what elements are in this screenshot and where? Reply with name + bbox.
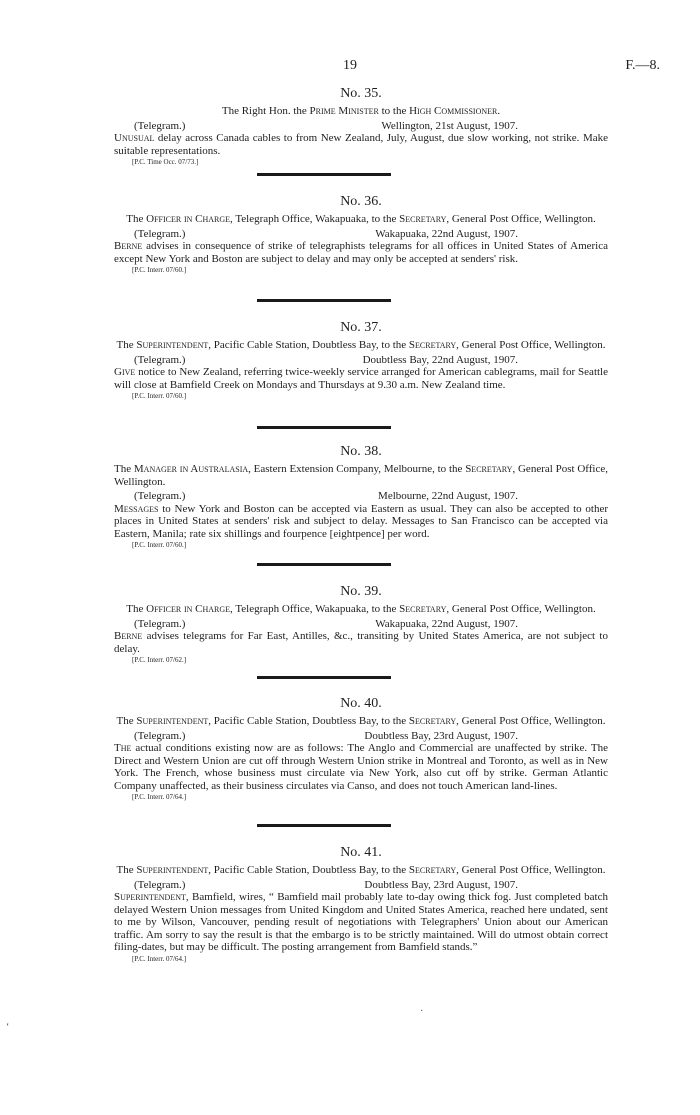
telegram-label: (Telegram.) — [134, 729, 186, 742]
section-no-40 — [114, 696, 608, 802]
section-number: No. 37. — [340, 320, 382, 335]
message-body: Berne advises telegrams for Far East, Antilles, &c., transiting by United States America, are not subject to delay. — [114, 630, 608, 655]
file-reference: [P.C. Interr. 07/64.] — [132, 954, 187, 963]
section-divider — [257, 676, 391, 679]
file-reference: [P.C. Interr. 07/60.] — [132, 541, 187, 549]
telegram-label: (Telegram.) — [134, 119, 186, 132]
stray-mark: · — [420, 1006, 424, 1017]
section-number: No. 35. — [340, 86, 382, 101]
page-number: 19 — [343, 58, 357, 73]
route-line: The Right Hon. the Prime Minister to the High Commissioner. — [221, 105, 501, 117]
section-no-39 — [114, 584, 608, 665]
section-no-41 — [114, 845, 608, 964]
section-divider — [257, 299, 391, 302]
route-line: The Officer in Charge, Telegraph Office, Wakapuaka, to the Secretary, General Post Office, Wellington. — [126, 213, 596, 225]
section-number: No. 36. — [340, 194, 382, 209]
section-no-38 — [114, 444, 608, 550]
paper-reference: F.—8. — [625, 58, 660, 73]
place-date: Melbourne, 22nd August, 1907. — [378, 490, 518, 502]
telegram-label: (Telegram.) — [134, 353, 186, 366]
section-no-36 — [114, 194, 608, 275]
file-reference: [P.C. Time Occ. 07/73.] — [132, 158, 199, 166]
message-body: Unusual delay across Canada cables to from New Zealand, July, August, due slow working, not strike. Make suitable representations. — [114, 132, 608, 157]
place-date: Doubtless Bay, 23rd August, 1907. — [364, 729, 518, 742]
place-date: Wakapuaka, 22nd August, 1907. — [375, 617, 518, 630]
message-body: Messages to New York and Boston can be accepted via Eastern as usual. They can also be accepted to other places in United States at senders' risk and subject to delay. Messages to San Francisco can be accepted via Eastern, Manila; rate six shillings and fourpence [eightpence] per word. — [114, 502, 608, 540]
place-date: Doubtless Bay, 23rd August, 1907. — [364, 878, 518, 891]
section-divider — [257, 824, 391, 827]
section-divider — [257, 563, 391, 566]
section-no-37 — [114, 320, 608, 401]
place-date: Wellington, 21st August, 1907. — [381, 119, 518, 132]
section-number: No. 41. — [340, 845, 382, 860]
file-reference: [P.C. Interr. 07/62.] — [132, 656, 187, 664]
section-number: No. 39. — [340, 584, 382, 599]
file-reference: [P.C. Interr. 07/60.] — [132, 392, 187, 400]
message-body: Berne advises in consequence of strike of telegraphists telegrams for all offices in United States of America except New York and Boston are subject to delay and may only be accepted at senders' risk. — [114, 240, 608, 265]
place-date: Wakapuaka, 22nd August, 1907. — [375, 227, 518, 240]
section-divider — [257, 173, 391, 176]
telegram-label: (Telegram.) — [134, 490, 186, 502]
stray-mark: ‘ — [6, 1022, 10, 1033]
route-line: The Superintendent, Pacific Cable Station, Doubtless Bay, to the Secretary, General Post Office, Wellington. — [116, 339, 606, 351]
message-body: Give notice to New Zealand, referring twice-weekly service arranged for American cablegrams, mail for Seattle will close at Bamfield Creek on Mondays and Thursdays at 9.30 a.m. New Zealand time. — [114, 366, 608, 391]
telegram-label: (Telegram.) — [134, 878, 186, 891]
telegram-label: (Telegram.) — [134, 227, 186, 240]
place-date: Doubtless Bay, 22nd August, 1907. — [362, 353, 518, 366]
route-line: The Officer in Charge, Telegraph Office, Wakapuaka, to the Secretary, General Post Office, Wellington. — [126, 603, 596, 615]
file-reference: [P.C. Interr. 07/64.] — [132, 793, 187, 801]
section-no-35 — [114, 86, 608, 167]
route-line: The Superintendent, Pacific Cable Station, Doubtless Bay, to the Secretary, General Post Office, Wellington. — [116, 715, 606, 727]
route-line: The Superintendent, Pacific Cable Station, Doubtless Bay, to the Secretary, General Post Office, Wellington. — [116, 864, 606, 876]
section-number: No. 38. — [340, 444, 382, 459]
section-divider — [257, 426, 391, 429]
message-body: The actual conditions existing now are as follows: The Anglo and Commercial are unaffected by strike. The Direct and Western Union are cut off through Western Union strike in Montreal and Toronto, as well as in New York. The French, whose business must circulate via New York, also cut off by strike. German Atlantic Company unaffected, as their business circulates via Canso, and does not touch American land-lines. — [114, 742, 608, 792]
section-number: No. 40. — [340, 696, 382, 711]
route-line: The Manager in Australasia, Eastern Extension Company, Melbourne, to the Secretary, General Post Office, Wellington. — [114, 463, 608, 488]
telegram-label: (Telegram.) — [134, 617, 186, 630]
file-reference: [P.C. Interr. 07/60.] — [132, 266, 187, 274]
message-body: Superintendent, Bamfield, wires, “ Bamfield mail probably late to-day owing thick fog. Just completed batch delayed Western Union messages from United Kingdom and United States America, reached here undated, sent to me by Wilson, Vancouver, pending result of negotiations with Telegraphers' Union about our American traffic. Am sorry to say the result is that the embargo is to be strictly maintained. Will do utmost obtain correct filing-dates, but may be difficult. The posting arrangement from Bamfield stands.” — [114, 891, 608, 953]
